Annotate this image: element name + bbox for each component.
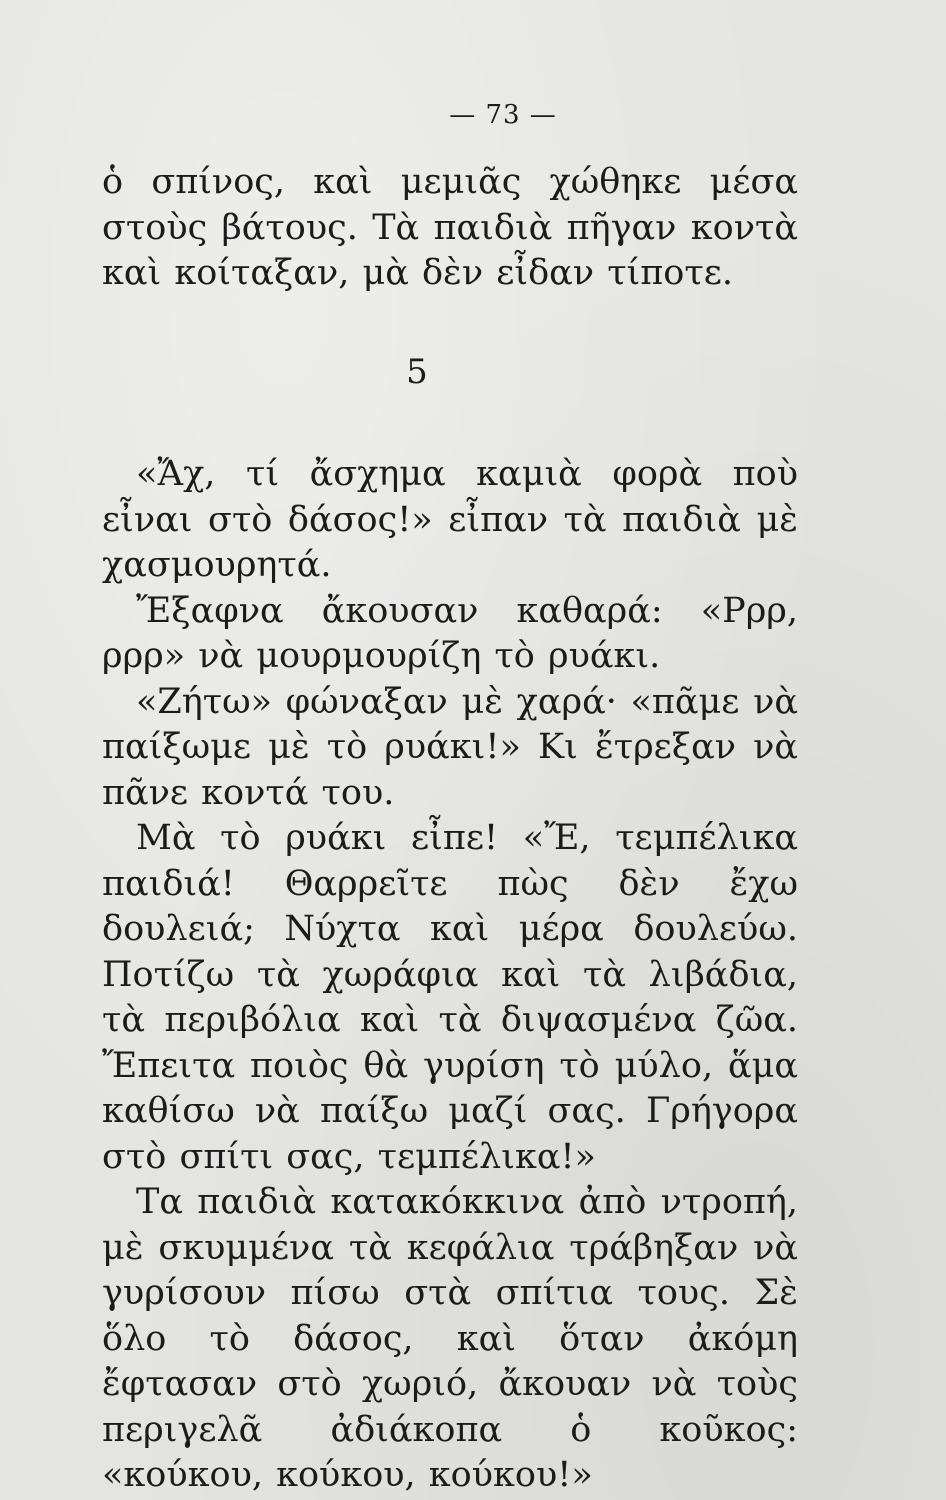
paragraph-3: «Ζήτω» φώναξαν μὲ χαρά· «πᾶμε νὰ παίξωμε μὲ τὸ ρυάκι!» Κι ἔτρεξαν νὰ πᾶνε κοντά του. [102, 681, 798, 813]
section-number: 5 [406, 352, 428, 392]
page-number: — 73 — [449, 100, 557, 130]
paragraph-2: Ἔξαφνα ἄκουσαν καθαρά: «Ρρρ, ρρρ» νὰ μουρμουρίζη τὸ ρυάκι. [102, 590, 798, 676]
paragraph-4: Μὰ τὸ ρυάκι εἶπε! «Ἔ, τεμπέλικα παιδιά! Θαρρεῖτε πὼς δὲν ἔχω δουλειά; Νύχτα καὶ μέρα δουλεύω. Ποτίζω τὰ χωράφια καὶ τὰ λιβάδια, τὰ περιβόλια καὶ τὰ διψασμένα ζῶα. Ἔπειτα ποιὸς θὰ γυρίση τὸ μύλο, ἅμα καθίσω νὰ παίξω μαζί σας. Γρήγορα στὸ σπίτι σας, τεμπέλικα!» [102, 818, 798, 1177]
paragraph-1: «Ἄχ, τί ἄσχημα καμιὰ φορὰ ποὺ εἶναι στὸ δάσος!» εἶπαν τὰ παιδιὰ μὲ χασμουρητά. [102, 454, 798, 585]
top-paragraph-block [102, 160, 798, 297]
main-text-block [102, 452, 798, 1499]
paragraph-5: Τα παιδιὰ κατακόκκινα ἀπὸ ντροπή, μὲ σκυμμένα τὰ κεφάλια τράβηξαν νὰ γυρίσουν πίσω στὰ σπίτια τους. Σὲ ὅλο τὸ δάσος, καὶ ὅταν ἀκόμη ἔφτασαν στὸ χωριό, ἄκουαν νὰ τοὺς περιγελᾶ ἀδιάκοπα ὁ κοῦκος: «κούκου, κούκου, κούκου!» [102, 1182, 798, 1495]
top-paragraph: ὁ σπίνος, καὶ μεμιᾶς χώθηκε μέσα στοὺς βάτους. Τὰ παιδιὰ πῆγαν κοντὰ καὶ κοίταξαν, μὰ δὲν εἶδαν τίποτε. [102, 162, 798, 293]
